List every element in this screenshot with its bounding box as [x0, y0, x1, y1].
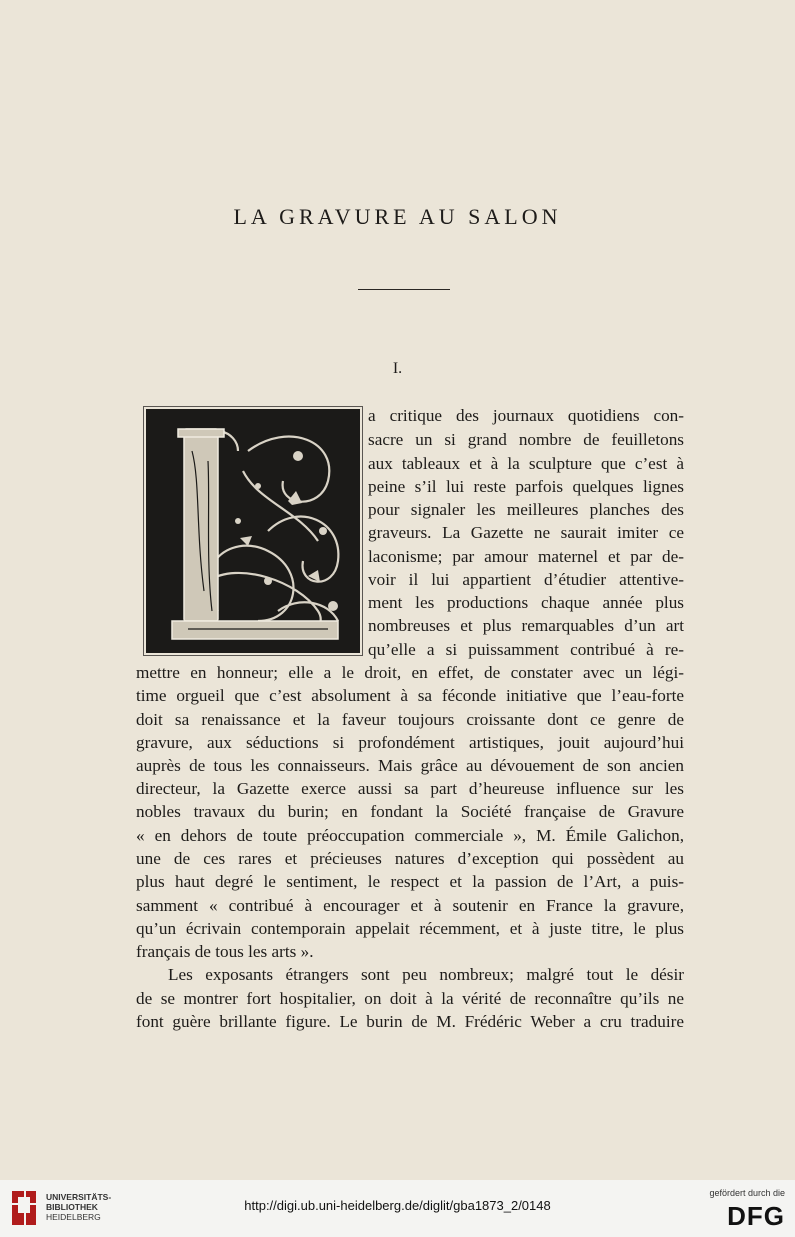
text-line: qu’un écrivain contemporain appelait récemment, et à juste titre, le plus [136, 919, 684, 938]
text-line: laconisme; par amour maternel et par de- [368, 547, 684, 566]
text-line: Les exposants étrangers sont peu nombreux; malgré tout le désir [168, 965, 684, 984]
text-line: une de ces rares et précieuses natures d’exception qui possèdent au [136, 849, 684, 868]
library-name-line: UNIVERSITÄTS- [46, 1192, 112, 1202]
text-line: plus haut degré le sentiment, le respect et la passion de l’Art, a puis- [136, 872, 684, 891]
text-line: nobles travaux du burin; en fondant la Société française de Gravure [136, 802, 684, 821]
text-line: qu’elle a si puissamment contribué à re- [368, 640, 684, 659]
text-line: time orgueil que c’est absolument à sa féconde initiative que l’eau-forte [136, 686, 684, 705]
text-line: nombreuses et plus remarquables d’un art [368, 616, 684, 635]
library-name-line: BIBLIOTHEK [46, 1202, 98, 1212]
section-numeral: I. [392, 360, 403, 377]
text-line: sacre un si grand nombre de feuilletons [368, 430, 684, 449]
text-line: ment les productions chaque année plus [368, 593, 684, 612]
text-line: directeur, la Gazette exerce aussi sa part d’heureuse influence sur les [136, 779, 684, 798]
text-line: pour signaler les meilleures planches des [368, 500, 684, 519]
ornamental-letter-image [148, 411, 358, 651]
text-line: a critique des journaux quotidiens con- [368, 406, 684, 425]
text-line: voir il lui appartient d’étudier attentive- [368, 570, 684, 589]
text-line: français de tous les arts ». [136, 942, 314, 961]
text-line: peine s’il lui reste parfois quelques lignes [368, 477, 684, 496]
text-line: « en dehors de toute préoccupation commerciale », M. Émile Galichon, [136, 826, 684, 845]
text-line: aux tableaux et à la sculpture que c’est à [368, 454, 684, 473]
text-line: font guère brillante figure. Le burin de M. Frédéric Weber a cru traduire [136, 1012, 684, 1031]
library-name-line: HEIDELBERG [46, 1212, 101, 1222]
text-line: doit sa renaissance et la faveur toujours croissante dont ce genre de [136, 710, 684, 729]
text-line: de se montrer fort hospitalier, on doit à la vérité de reconnaître qu’ils ne [136, 989, 684, 1008]
title-rule [358, 289, 450, 290]
dfg-logo: DFG [727, 1201, 785, 1231]
text-line: samment « contribué à encourager et à soutenir en France la gravure, [136, 896, 684, 915]
article-title: LA GRAVURE AU SALON [233, 204, 562, 229]
text-line: gravure, aux séductions si profondément artistiques, jouit aujourd’hui [136, 733, 684, 752]
text-line: mettre en honneur; elle a le droit, en effet, de constater avec un légi- [136, 663, 684, 682]
decorated-initial [146, 409, 360, 653]
funding-caption: gefördert durch die [709, 1188, 785, 1198]
permalink-url[interactable]: http://digi.ub.uni-heidelberg.de/diglit/gba1873_2/0148 [244, 1198, 551, 1213]
text-line: auprès de tous les connaisseurs. Mais grâce au dévouement de son ancien [136, 756, 684, 775]
text-line: graveurs. La Gazette ne saurait imiter ce [368, 523, 684, 542]
